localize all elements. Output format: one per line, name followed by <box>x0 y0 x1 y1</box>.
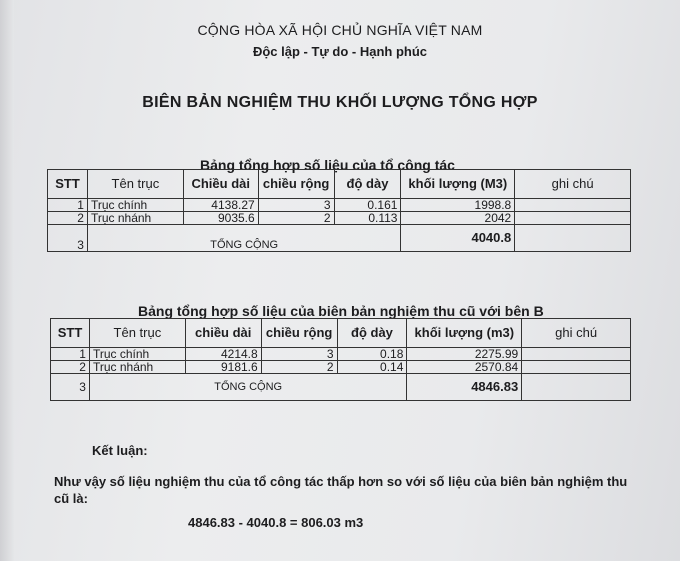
cell-stt: 1 <box>51 348 90 361</box>
conclusion-text-line2: cũ là: <box>54 491 88 506</box>
cell-width: 2 <box>258 212 334 225</box>
column-header: ghi chú <box>522 319 631 348</box>
column-header: ghi chú <box>515 170 631 199</box>
column-header: chiều rộng <box>258 170 334 199</box>
national-motto: Độc lập - Tự do - Hạnh phúc <box>252 44 428 59</box>
cell-note <box>522 361 631 374</box>
cell-stt: 2 <box>51 361 90 374</box>
difference-formula: 4846.83 - 4040.8 = 806.03 m3 <box>188 515 364 530</box>
national-title: CỘNG HÒA XÃ HỘI CHỦ NGHĨA VIỆT NAM <box>197 22 483 38</box>
cell-thickness: 0.18 <box>337 348 407 361</box>
cell-stt: 3 <box>48 225 88 252</box>
total-value: 4846.83 <box>407 374 522 401</box>
cell-axis-name: Trục nhánh <box>89 361 185 374</box>
cell-stt: 2 <box>48 212 88 225</box>
page-fold-shadow <box>0 0 14 561</box>
cell-length: 4214.8 <box>185 348 261 361</box>
total-label: TỔNG CỘNG <box>87 225 400 252</box>
cell-stt: 3 <box>51 374 90 401</box>
table-row <box>48 212 631 225</box>
table1-caption: Bảng tổng hợp số liệu của tổ công tác <box>200 157 455 173</box>
column-header: Tên trục <box>87 170 183 199</box>
document-title: BIÊN BẢN NGHIỆM THU KHỐI LƯỢNG TỔNG HỢP <box>142 94 538 111</box>
column-header: STT <box>51 319 90 348</box>
work-team-table <box>47 169 631 252</box>
cell-width: 2 <box>261 361 337 374</box>
cell-volume: 2042 <box>401 212 515 225</box>
conclusion-heading: Kết luận: <box>92 443 148 458</box>
table-header-row <box>48 170 631 199</box>
cell-length: 9035.6 <box>183 212 258 225</box>
column-header: STT <box>48 170 88 199</box>
cell-stt: 1 <box>48 199 88 212</box>
table-row <box>48 199 631 212</box>
cell-thickness: 0.113 <box>334 212 401 225</box>
column-header: chiều dài <box>185 319 261 348</box>
cell-axis-name: Trục chính <box>89 348 185 361</box>
table-header-row <box>51 319 631 348</box>
column-header: Chiều dài <box>183 170 258 199</box>
cell-width: 3 <box>261 348 337 361</box>
cell-volume: 1998.8 <box>401 199 515 212</box>
table-row <box>51 348 631 361</box>
column-header: khối lượng (m3) <box>407 319 522 348</box>
cell-width: 3 <box>258 199 334 212</box>
cell-length: 4138.27 <box>183 199 258 212</box>
total-row <box>51 374 631 401</box>
table-row <box>51 361 631 374</box>
table2-caption: Bảng tổng hợp số liệu của biên bản nghiệm thu cũ với bên B <box>138 303 544 319</box>
total-value: 4040.8 <box>401 225 515 252</box>
total-row <box>48 225 631 252</box>
column-header: độ dày <box>337 319 407 348</box>
column-header: độ dày <box>334 170 401 199</box>
cell-axis-name: Trục nhánh <box>87 212 183 225</box>
column-header: chiều rộng <box>261 319 337 348</box>
column-header: Tên trục <box>89 319 185 348</box>
conclusion-text-line1: Như vậy số liệu nghiệm thu của tổ công tác thấp hơn so với số liệu của biên bản nghiệm thu <box>54 474 628 489</box>
cell-note <box>522 374 631 401</box>
cell-note <box>515 199 631 212</box>
cell-thickness: 0.14 <box>337 361 407 374</box>
old-acceptance-table <box>50 318 631 401</box>
cell-note <box>515 225 631 252</box>
total-label: TỔNG CỘNG <box>89 374 406 401</box>
cell-length: 9181.6 <box>185 361 261 374</box>
cell-axis-name: Trục chính <box>87 199 183 212</box>
cell-thickness: 0.161 <box>334 199 401 212</box>
cell-volume: 2570.84 <box>407 361 522 374</box>
column-header: khối lượng (M3) <box>401 170 515 199</box>
cell-volume: 2275.99 <box>407 348 522 361</box>
cell-note <box>522 348 631 361</box>
cell-note <box>515 212 631 225</box>
